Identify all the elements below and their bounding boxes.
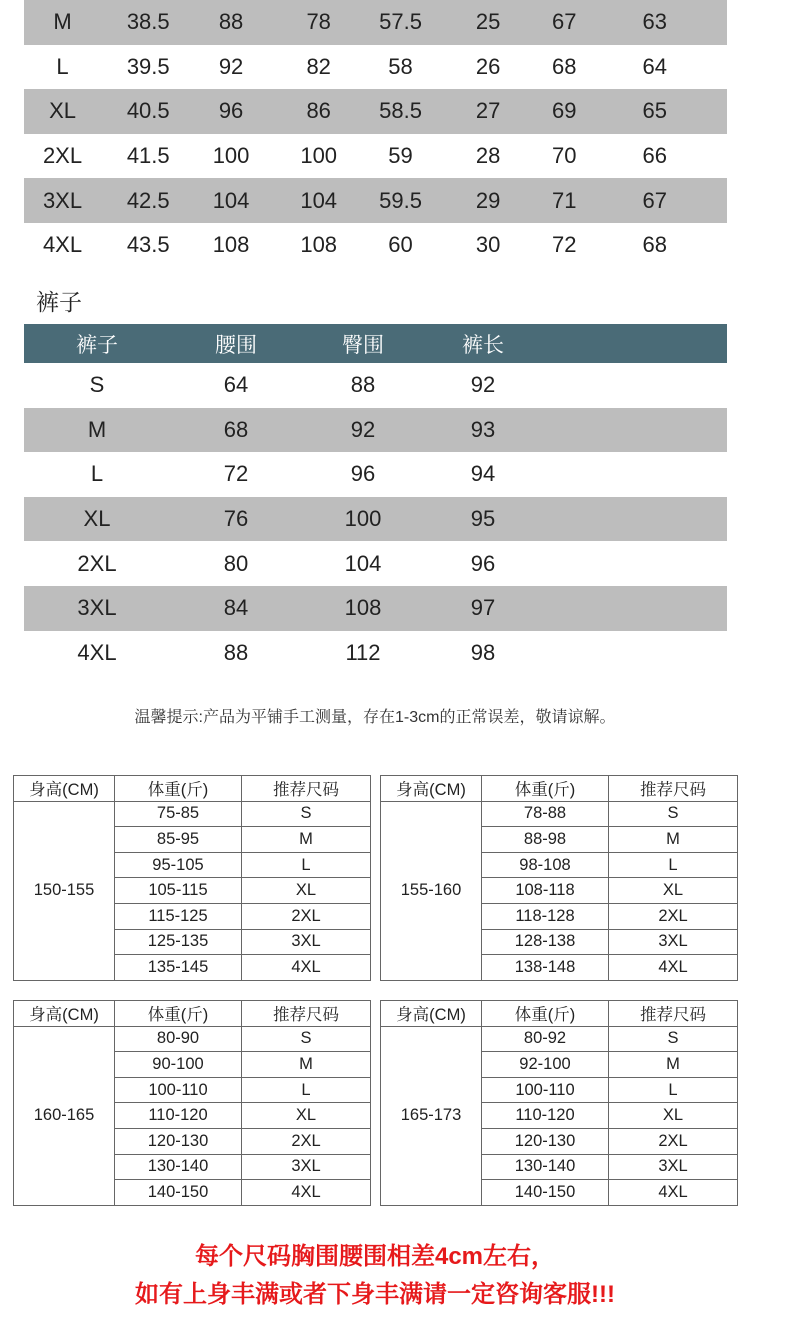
weight-range-cell: 90-100 — [115, 1052, 242, 1078]
weight-range-cell: 100-110 — [115, 1077, 242, 1103]
size-cell: 3XL — [242, 929, 371, 955]
weight-range-cell: 140-150 — [482, 1180, 609, 1206]
size-cell: 2XL — [242, 1128, 371, 1154]
size-recommend-table — [13, 1000, 371, 1206]
size-cell: XL — [609, 878, 738, 904]
top-size-table — [24, 0, 727, 268]
weight-range-cell: 115-125 — [115, 903, 242, 929]
weight-range-cell: 130-140 — [482, 1154, 609, 1180]
size-recommend-table — [13, 775, 371, 981]
header-cell: 推荐尺码 — [609, 1001, 738, 1027]
measurement-note: 温馨提示:产品为平铺手工测量，存在1-3cm的正常误差，敬请谅解。 — [134, 709, 616, 726]
size-cell: XL — [242, 878, 371, 904]
pants-section-title: 裤子 — [36, 289, 82, 315]
header-cell: 体重(斤) — [115, 1001, 242, 1027]
weight-range-cell: 80-92 — [482, 1026, 609, 1052]
header-cell: 体重(斤) — [115, 776, 242, 802]
table-header: 裤子 腰围 臀围 裤长 — [24, 324, 727, 363]
table-row: 2XL 41.5 100 100 59 28 70 66 — [42, 143, 668, 169]
size-cell: M — [609, 1052, 738, 1078]
header-cell: 推荐尺码 — [242, 1001, 371, 1027]
pants-size-table — [24, 324, 727, 675]
table-row: XL 40.5 96 86 58.5 27 69 65 — [24, 89, 727, 134]
size-cell: 2XL — [242, 903, 371, 929]
size-cell: 4XL — [609, 1180, 738, 1206]
table-header — [381, 776, 738, 802]
table-row: M 38.5 88 78 57.5 25 67 63 — [24, 0, 727, 45]
weight-range-cell: 78-88 — [482, 801, 609, 827]
weight-range-cell: 75-85 — [115, 801, 242, 827]
warning-line-2: 如有上身丰满或者下身丰满请一定咨询客服!!! — [135, 1281, 615, 1308]
size-cell: L — [242, 852, 371, 878]
table-row: 3XL 84 108 97 — [24, 586, 727, 631]
size-cell: L — [609, 1077, 738, 1103]
weight-range-cell: 85-95 — [115, 827, 242, 853]
weight-range-cell: 120-130 — [482, 1128, 609, 1154]
weight-range-cell: 100-110 — [482, 1077, 609, 1103]
size-cell: XL — [242, 1103, 371, 1129]
table-row: L 72 96 94 — [90, 461, 496, 487]
size-cell: M — [242, 827, 371, 853]
table-header — [14, 1001, 371, 1027]
height-range-cell: 150-155 — [14, 801, 115, 980]
size-cell: 4XL — [242, 955, 371, 981]
size-cell: 4XL — [609, 955, 738, 981]
weight-range-cell: 135-145 — [115, 955, 242, 981]
header-cell: 身高(CM) — [14, 1001, 115, 1027]
weight-range-cell: 108-118 — [482, 878, 609, 904]
size-cell: 3XL — [609, 929, 738, 955]
header-cell: 推荐尺码 — [242, 776, 371, 802]
weight-range-cell: 88-98 — [482, 827, 609, 853]
size-cell: L — [609, 852, 738, 878]
weight-range-cell: 130-140 — [115, 1154, 242, 1180]
size-cell: 2XL — [609, 903, 738, 929]
weight-range-cell: 125-135 — [115, 929, 242, 955]
size-cell: S — [609, 801, 738, 827]
table-row — [14, 801, 371, 827]
weight-range-cell: 110-120 — [115, 1103, 242, 1129]
size-cell: 3XL — [242, 1154, 371, 1180]
table-row: 4XL 88 112 98 — [77, 639, 496, 665]
table-row — [381, 1026, 738, 1052]
weight-range-cell: 128-138 — [482, 929, 609, 955]
header-cell: 体重(斤) — [482, 1001, 609, 1027]
table-row: 2XL 80 104 96 — [77, 550, 496, 576]
table-row: L 39.5 92 82 58 26 68 64 — [56, 53, 668, 79]
weight-range-cell: 95-105 — [115, 852, 242, 878]
size-cell: XL — [609, 1103, 738, 1129]
height-range-cell: 155-160 — [381, 801, 482, 980]
warning-line-1: 每个尺码胸围腰围相差4cm左右， — [194, 1243, 556, 1270]
weight-range-cell: 120-130 — [115, 1128, 242, 1154]
weight-range-cell: 105-115 — [115, 878, 242, 904]
weight-range-cell: 118-128 — [482, 903, 609, 929]
weight-range-cell: 138-148 — [482, 955, 609, 981]
header-cell: 身高(CM) — [381, 1001, 482, 1027]
table-row — [14, 1026, 371, 1052]
header-cell: 身高(CM) — [14, 776, 115, 802]
size-cell: S — [242, 801, 371, 827]
table-row: 4XL 43.5 108 108 60 30 72 68 — [42, 232, 668, 258]
size-cell: 3XL — [609, 1154, 738, 1180]
weight-range-cell: 110-120 — [482, 1103, 609, 1129]
table-row — [381, 801, 738, 827]
table-row: S 64 88 92 — [89, 372, 496, 398]
weight-range-cell: 80-90 — [115, 1026, 242, 1052]
size-cell: M — [242, 1052, 371, 1078]
table-row: 3XL 42.5 104 104 59.5 29 71 67 — [24, 178, 727, 223]
header-cell: 身高(CM) — [381, 776, 482, 802]
table-header — [14, 776, 371, 802]
size-recommend-table — [380, 775, 738, 981]
weight-range-cell: 92-100 — [482, 1052, 609, 1078]
header-cell: 体重(斤) — [482, 776, 609, 802]
table-row: M 68 92 93 — [24, 408, 727, 453]
size-cell: 2XL — [609, 1128, 738, 1154]
size-cell: L — [242, 1077, 371, 1103]
table-row: XL 76 100 95 — [24, 497, 727, 542]
size-cell: S — [609, 1026, 738, 1052]
size-cell: M — [609, 827, 738, 853]
size-recommend-table — [380, 1000, 738, 1206]
weight-range-cell: 98-108 — [482, 852, 609, 878]
size-cell: 4XL — [242, 1180, 371, 1206]
weight-range-cell: 140-150 — [115, 1180, 242, 1206]
size-cell: S — [242, 1026, 371, 1052]
height-range-cell: 165-173 — [381, 1026, 482, 1205]
height-range-cell: 160-165 — [14, 1026, 115, 1205]
table-header — [381, 1001, 738, 1027]
header-cell: 推荐尺码 — [609, 776, 738, 802]
